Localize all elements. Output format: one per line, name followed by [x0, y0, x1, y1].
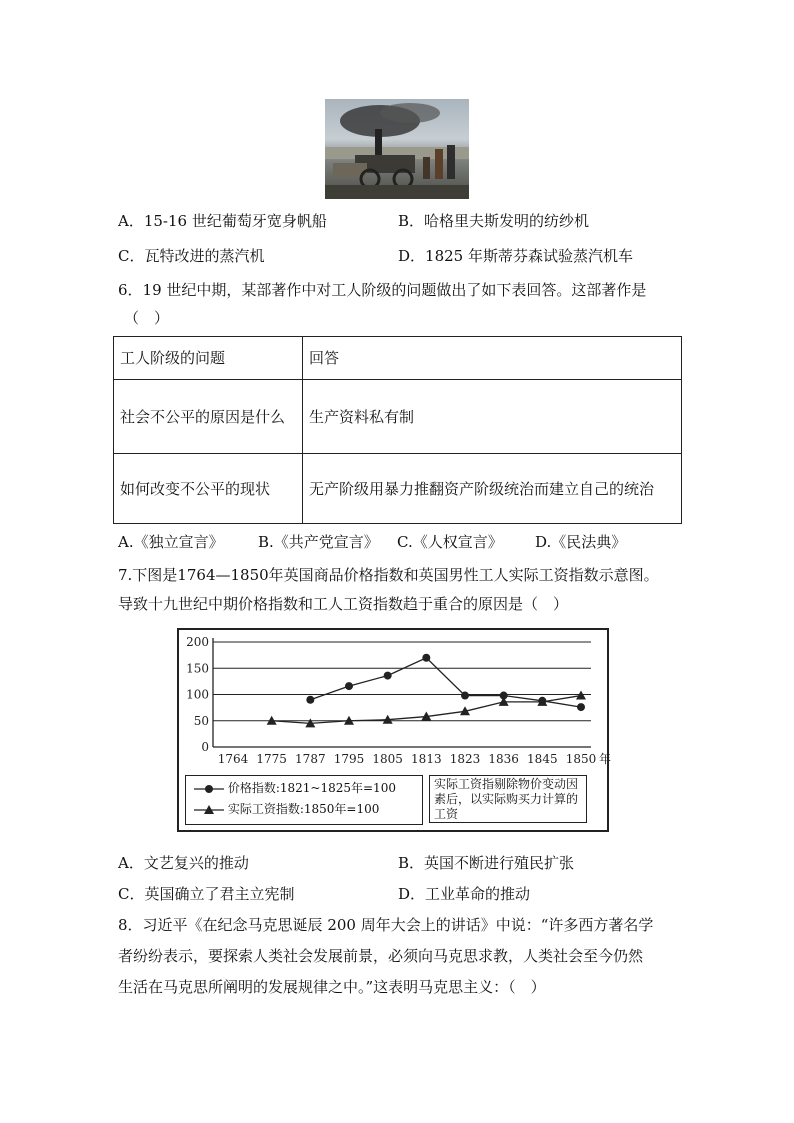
x-tick-label: 1795 — [333, 752, 365, 766]
q5-option-b: B．哈格里夫斯发明的纺纱机 — [398, 212, 590, 230]
legend-label: 价格指数:1821~1825年=100 — [227, 781, 396, 795]
price-index-point — [345, 682, 353, 690]
x-tick-label: 1823 — [449, 752, 481, 766]
y-tick-label: 100 — [186, 687, 209, 702]
chart-note: 实际工资指剔除物价变动因素后，以实际购买力计算的工资 — [429, 775, 587, 823]
q5-option-c: C．瓦特改进的蒸汽机 — [118, 247, 265, 265]
x-unit-label: 年 — [599, 752, 612, 766]
q7-option-a: A．文艺复兴的推动 — [118, 854, 249, 872]
legend-item-wage — [194, 800, 424, 819]
q8-line3: 生活在马克思所阐明的发展规律之中。”这表明马克思主义：（ ） — [118, 978, 546, 996]
q8-line1: 8．习近平《在纪念马克思诞辰 200 周年大会上的讲话》中说：“许多西方著名学 — [118, 916, 654, 934]
legend-label: 实际工资指数:1850年=100 — [227, 802, 380, 816]
x-tick-label: 1845 — [527, 752, 558, 766]
x-tick-label: 1787 — [295, 752, 326, 766]
q8-line2: 者纷纷表示，要探索人类社会发展前景，必须向马克思求教，人类社会至今仍然 — [118, 947, 644, 965]
price-index-point — [306, 696, 314, 704]
steam-locomotive-illustration — [325, 99, 469, 199]
q6-answer-blank: （ ） — [124, 309, 170, 327]
table-cell: 社会不公平的原因是什么 — [114, 380, 303, 454]
table-header-cell: 工人阶级的问题 — [114, 337, 303, 380]
q7-option-d: D．工业革命的推动 — [398, 885, 531, 903]
table-cell: 无产阶级用暴力推翻资产阶级统治而建立自己的统治 — [303, 454, 682, 524]
q6-option-a: A.《独立宣言》 — [118, 533, 224, 551]
x-tick-label: 1836 — [488, 752, 519, 766]
q7-chart — [177, 628, 612, 832]
y-tick-label: 200 — [186, 635, 209, 649]
triangle-marker-icon — [194, 804, 224, 816]
q5-option-a: A．15-16 世纪葡萄牙宽身帆船 — [118, 212, 327, 230]
q6-option-b: B.《共产党宣言》 — [258, 533, 379, 551]
table-row — [114, 337, 682, 380]
q6-table — [113, 336, 682, 524]
q5-option-d: D．1825 年斯蒂芬森试验蒸汽机车 — [398, 247, 633, 265]
circle-marker-icon — [194, 783, 224, 795]
q6-stem: 6．19 世纪中期，某部著作中对工人阶级的问题做出了如下表回答。这部著作是 — [118, 281, 647, 299]
price-index-point — [384, 672, 392, 680]
q7-option-b: B．英国不断进行殖民扩张 — [398, 854, 575, 872]
q6-option-c: C.《人权宣言》 — [397, 533, 503, 551]
q7-stem-line2: 导致十九世纪中期价格指数和工人工资指数趋于重合的原因是（ ） — [118, 595, 569, 613]
table-cell: 生产资料私有制 — [303, 380, 682, 454]
q7-stem-line1: 7.下图是1764—1850年英国商品价格指数和英国男性工人实际工资指数示意图。 — [118, 566, 659, 584]
y-tick-label: 150 — [186, 661, 209, 676]
x-tick-label: 1764 — [217, 752, 249, 766]
y-tick-label: 0 — [201, 740, 209, 754]
x-tick-label: 1813 — [411, 752, 442, 766]
locomotive-scene-icon — [325, 99, 469, 199]
chart-legend — [185, 775, 423, 825]
table-row — [114, 454, 682, 524]
q7-option-c: C．英国确立了君主立宪制 — [118, 885, 295, 903]
price-index-point — [461, 692, 469, 700]
table-cell: 如何改变不公平的现状 — [114, 454, 303, 524]
table-row — [114, 380, 682, 454]
legend-item-price — [194, 779, 424, 798]
table-header-cell: 回答 — [303, 337, 682, 380]
price-index-point — [422, 654, 430, 662]
x-tick-label: 1850 — [565, 752, 597, 766]
price-index-point — [577, 703, 585, 711]
y-tick-label: 50 — [193, 713, 209, 728]
wage-index-point — [576, 691, 586, 700]
x-tick-label: 1805 — [372, 752, 403, 766]
x-tick-label: 1775 — [256, 752, 287, 766]
q6-option-d: D.《民法典》 — [535, 533, 627, 551]
